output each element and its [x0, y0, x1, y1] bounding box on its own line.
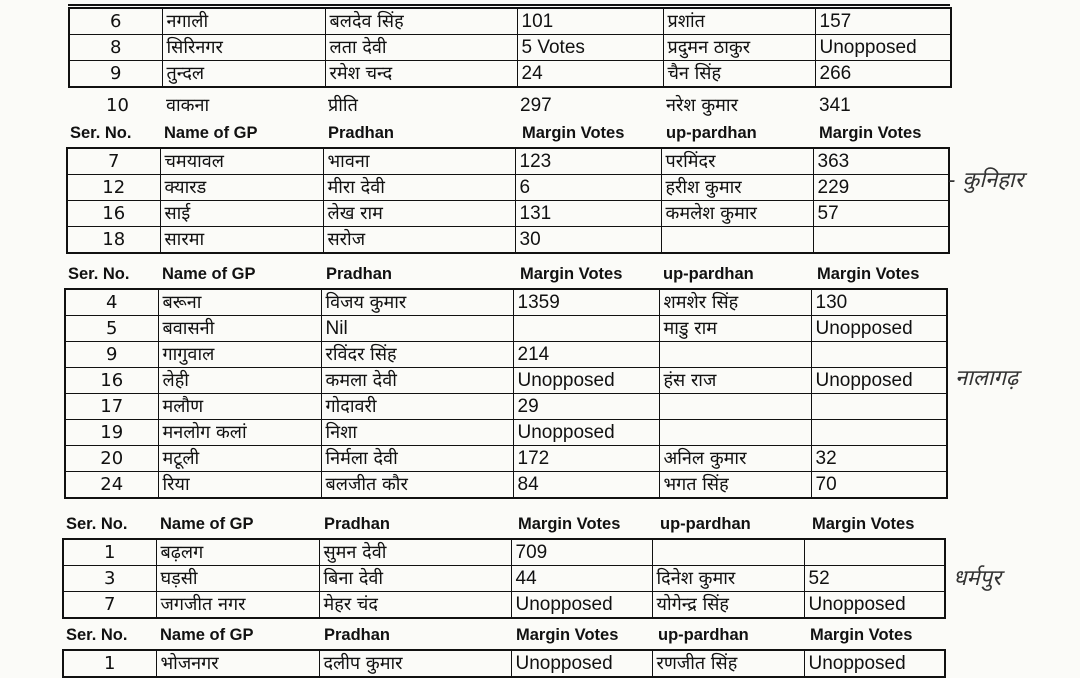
gp-name-cell: रिया [158, 472, 321, 499]
up-margin-votes-cell [811, 394, 947, 420]
ser-no-cell: 24 [65, 472, 158, 499]
margin-votes-cell: 1359 [513, 289, 659, 316]
handwritten-note-kunihar: - कुनिहार [948, 168, 1024, 193]
header-up-pradhan: up-pardhan [663, 265, 754, 283]
ser-no-cell: 9 [65, 342, 158, 368]
margin-votes-cell: Unopposed [513, 420, 659, 446]
table-row [65, 289, 947, 316]
gp-name-cell: भोजनगर [156, 650, 319, 677]
table-header-row [64, 513, 946, 535]
results-table-4 [62, 538, 946, 619]
up-pradhan-cell: चैन सिंह [663, 61, 815, 88]
pradhan-cell: बिना देवी [319, 566, 511, 592]
header-ser-no: Ser. No. [66, 515, 128, 533]
table-row [63, 566, 945, 592]
ser-no-cell: 9 [69, 61, 162, 88]
ser-no-cell: 4 [65, 289, 158, 316]
margin-votes-cell: 5 Votes [517, 35, 663, 61]
gp-name-cell: लेही [158, 368, 321, 394]
header-margin-votes: Margin Votes [520, 265, 623, 283]
up-pradhan-cell: योगेन्द्र सिंह [652, 592, 804, 619]
header-margin-votes: Margin Votes [516, 626, 619, 644]
margin-votes-cell: 214 [513, 342, 659, 368]
gp-name-cell: बरूना [158, 289, 321, 316]
ser-no-cell: 6 [69, 8, 162, 35]
margin-votes-cell: Unopposed [511, 592, 652, 619]
gp-name-cell: गागुवाल [158, 342, 321, 368]
ser-no-cell: 3 [63, 566, 156, 592]
table-row [65, 472, 947, 499]
header-pradhan: Pradhan [326, 265, 393, 283]
gp-name-cell: सिरिनगर [162, 35, 325, 61]
gp-name-cell: चमयावल [160, 148, 323, 175]
table-row [63, 592, 945, 619]
ser-no-cell: 8 [69, 35, 162, 61]
up-margin-votes-cell: 157 [815, 8, 951, 35]
results-table-5 [62, 649, 946, 678]
ser-no-cell: 20 [65, 446, 158, 472]
pradhan-cell: गोदावरी [321, 394, 513, 420]
margin-votes-cell: 24 [517, 61, 663, 88]
up-margin-votes-cell: Unopposed [815, 35, 951, 61]
margin-votes-cell: 709 [511, 539, 652, 566]
up-pradhan-cell: प्रशांत [663, 8, 815, 35]
header-up-pradhan: up-pardhan [658, 626, 749, 644]
margin-votes-cell: 123 [515, 148, 661, 175]
margin-votes-cell: 131 [515, 201, 661, 227]
header-ser-no: Ser. No. [70, 124, 132, 142]
up-pradhan-cell: हरीश कुमार [661, 175, 813, 201]
ser-no-cell: 1 [63, 539, 156, 566]
up-pradhan-cell: रणजीत सिंह [652, 650, 804, 677]
up-margin-votes-cell: 266 [815, 61, 951, 88]
table-row [65, 342, 947, 368]
table-row [65, 316, 947, 342]
up-margin-votes-cell: 130 [811, 289, 947, 316]
pradhan-cell: सुमन देवी [319, 539, 511, 566]
gp-name-cell: मलौण [158, 394, 321, 420]
up-pradhan-cell: प्रदुमन ठाकुर [663, 35, 815, 61]
header-up-pradhan: up-pardhan [666, 124, 757, 142]
top-table-edge [68, 0, 950, 6]
pradhan-cell: रविंदर सिंह [321, 342, 513, 368]
up-margin-votes-cell: 363 [813, 148, 949, 175]
pradhan-cell: बलजीत कौर [321, 472, 513, 499]
table-row [67, 148, 949, 175]
margin-votes-cell: 29 [513, 394, 659, 420]
ser-no-cell: 1 [63, 650, 156, 677]
header-pradhan: Pradhan [328, 124, 395, 142]
ser-no-cell: 17 [65, 394, 158, 420]
header-up-margin-votes: Margin Votes [810, 626, 913, 644]
gp-name-cell: मटूली [158, 446, 321, 472]
gp-name-cell: जगजीत नगर [156, 592, 319, 619]
results-table-1 [68, 7, 952, 88]
up-pradhan-cell: नरेश कुमार [666, 95, 738, 116]
pradhan-cell: मीरा देवी [323, 175, 515, 201]
margin-votes-cell: 297 [520, 95, 552, 116]
header-name-of-gp: Name of GP [164, 124, 258, 142]
pradhan-cell: बलदेव सिंह [325, 8, 517, 35]
table-row [67, 201, 949, 227]
up-pradhan-cell: शमशेर सिंह [659, 289, 811, 316]
header-up-margin-votes: Margin Votes [817, 265, 920, 283]
margin-votes-cell: 172 [513, 446, 659, 472]
header-ser-no: Ser. No. [66, 626, 128, 644]
gp-name-cell: बढ़लग [156, 539, 319, 566]
results-table-3 [64, 288, 948, 499]
table-row [67, 175, 949, 201]
up-pradhan-cell [659, 420, 811, 446]
pradhan-cell: लता देवी [325, 35, 517, 61]
pradhan-cell: दलीप कुमार [319, 650, 511, 677]
pradhan-cell: निर्मला देवी [321, 446, 513, 472]
header-margin-votes: Margin Votes [522, 124, 625, 142]
up-pradhan-cell: कमलेश कुमार [661, 201, 813, 227]
gp-name-cell: नगाली [162, 8, 325, 35]
pradhan-cell: रमेश चन्द [325, 61, 517, 88]
ser-no-cell: 7 [67, 148, 160, 175]
header-up-margin-votes: Margin Votes [812, 515, 915, 533]
gp-name-cell: सारमा [160, 227, 323, 254]
up-pradhan-cell: दिनेश कुमार [652, 566, 804, 592]
up-margin-votes-cell: Unopposed [804, 650, 945, 677]
table-row [63, 650, 945, 677]
up-margin-votes-cell: 229 [813, 175, 949, 201]
ser-no-cell: 7 [63, 592, 156, 619]
gp-name-cell: घड़सी [156, 566, 319, 592]
up-margin-votes-cell: 341 [819, 95, 851, 116]
header-name-of-gp: Name of GP [160, 515, 254, 533]
table-header-row [64, 624, 946, 646]
ser-no-cell: 16 [65, 368, 158, 394]
margin-votes-cell: 30 [515, 227, 661, 254]
header-pradhan: Pradhan [324, 515, 391, 533]
table-header-row [68, 122, 950, 144]
up-margin-votes-cell [813, 227, 949, 254]
table-row [65, 420, 947, 446]
pradhan-cell: मेहर चंद [319, 592, 511, 619]
header-margin-votes: Margin Votes [518, 515, 621, 533]
table-header-row [66, 263, 948, 285]
pradhan-cell: Nil [321, 316, 513, 342]
up-margin-votes-cell: 70 [811, 472, 947, 499]
up-pradhan-cell: भगत सिंह [659, 472, 811, 499]
up-margin-votes-cell [811, 342, 947, 368]
pradhan-cell: प्रीति [328, 95, 358, 116]
ser-no-cell: 12 [67, 175, 160, 201]
table-row [67, 227, 949, 254]
margin-votes-cell: 44 [511, 566, 652, 592]
table-row [63, 539, 945, 566]
up-pradhan-cell: परमिंदर [661, 148, 813, 175]
handwritten-note-nalagarh: नालागढ़ [955, 366, 1019, 391]
up-pradhan-cell [659, 342, 811, 368]
up-margin-votes-cell: Unopposed [804, 592, 945, 619]
up-pradhan-cell [652, 539, 804, 566]
pradhan-cell: कमला देवी [321, 368, 513, 394]
up-margin-votes-cell [811, 420, 947, 446]
handwritten-note-dharampur: धर्मपुर [953, 566, 1002, 591]
header-name-of-gp: Name of GP [160, 626, 254, 644]
pradhan-cell: लेख राम [323, 201, 515, 227]
table-row [69, 61, 951, 88]
ser-no-cell: 10 [106, 95, 129, 116]
header-pradhan: Pradhan [324, 626, 391, 644]
up-margin-votes-cell [804, 539, 945, 566]
table-row [65, 368, 947, 394]
up-pradhan-cell: अनिल कुमार [659, 446, 811, 472]
pradhan-cell: सरोज [323, 227, 515, 254]
ser-no-cell: 16 [67, 201, 160, 227]
table-row [69, 8, 951, 35]
up-pradhan-cell: माडु राम [659, 316, 811, 342]
header-up-margin-votes: Margin Votes [819, 124, 922, 142]
ser-no-cell: 19 [65, 420, 158, 446]
up-pradhan-cell [661, 227, 813, 254]
gp-name-cell: वाकना [166, 95, 210, 116]
pradhan-cell: भावना [323, 148, 515, 175]
gp-name-cell: मनलोग कलां [158, 420, 321, 446]
margin-votes-cell: 101 [517, 8, 663, 35]
header-ser-no: Ser. No. [68, 265, 130, 283]
up-margin-votes-cell: Unopposed [811, 316, 947, 342]
gp-name-cell: तुन्दल [162, 61, 325, 88]
gp-name-cell: बवासनी [158, 316, 321, 342]
ser-no-cell: 18 [67, 227, 160, 254]
header-up-pradhan: up-pardhan [660, 515, 751, 533]
margin-votes-cell: 84 [513, 472, 659, 499]
pradhan-cell: निशा [321, 420, 513, 446]
margin-votes-cell: Unopposed [513, 368, 659, 394]
table-row-unbordered [68, 93, 950, 119]
ser-no-cell: 5 [65, 316, 158, 342]
up-margin-votes-cell: 32 [811, 446, 947, 472]
margin-votes-cell [513, 316, 659, 342]
up-pradhan-cell [659, 394, 811, 420]
results-table-2 [66, 147, 950, 254]
up-margin-votes-cell: Unopposed [811, 368, 947, 394]
gp-name-cell: साई [160, 201, 323, 227]
table-row [69, 35, 951, 61]
pradhan-cell: विजय कुमार [321, 289, 513, 316]
up-pradhan-cell: हंस राज [659, 368, 811, 394]
up-margin-votes-cell: 52 [804, 566, 945, 592]
table-row [65, 394, 947, 420]
margin-votes-cell: Unopposed [511, 650, 652, 677]
up-margin-votes-cell: 57 [813, 201, 949, 227]
table-row [65, 446, 947, 472]
gp-name-cell: क्यारड [160, 175, 323, 201]
header-name-of-gp: Name of GP [162, 265, 256, 283]
margin-votes-cell: 6 [515, 175, 661, 201]
